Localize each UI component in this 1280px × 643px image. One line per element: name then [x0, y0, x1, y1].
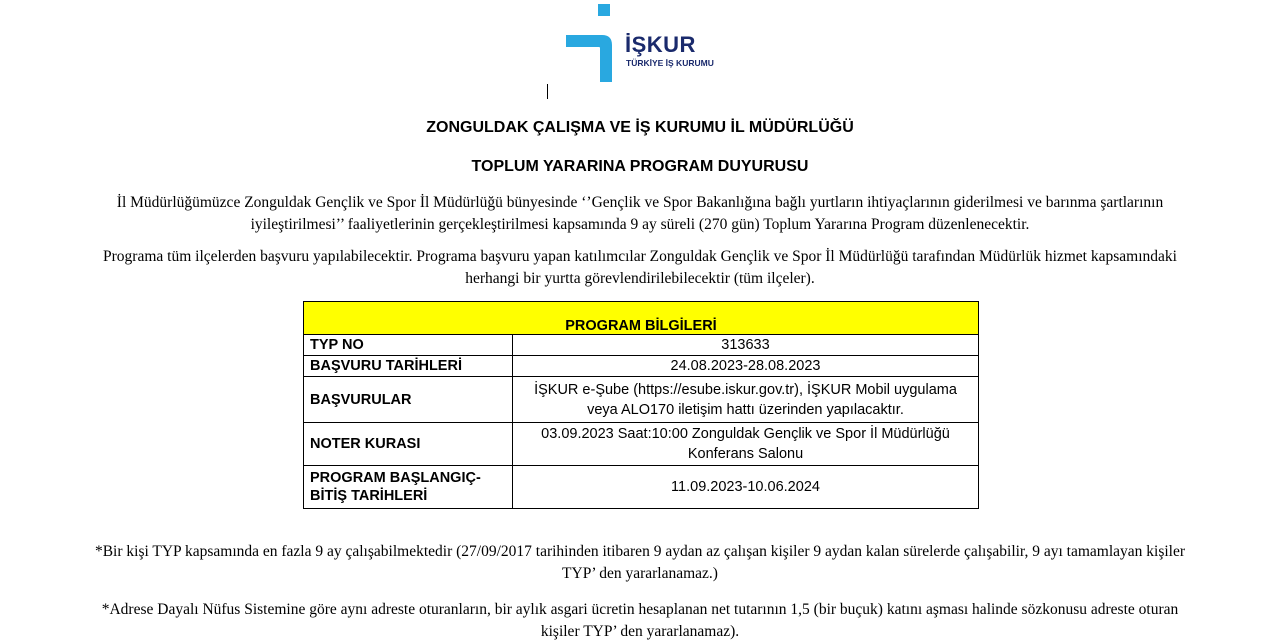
row-label: BAŞVURULAR — [304, 377, 513, 423]
logo-name: İŞKUR — [625, 32, 696, 57]
table-header-row — [304, 302, 979, 335]
logo-subtitle: TÜRKİYE İŞ KURUMU — [626, 58, 714, 68]
table-row — [304, 466, 979, 509]
row-label: TYP NO — [304, 335, 513, 356]
note-max-duration: *Bir kişi TYP kapsamında en fazla 9 ay çalışabilmektedir (27/09/2017 tarihinden itibaren 9 aydan az çalışan kişiler 9 aydan kalan sürelerde çalışabilir, 9 ayı tamamlayan kişiler TYP’ den yararlanamaz.) — [94, 543, 1186, 582]
row-value: 11.09.2023-10.06.2024 — [513, 466, 979, 509]
table-row — [304, 423, 979, 466]
application-paragraph: Programa tüm ilçelerden başvuru yapılabilecektir. Programa başvuru yapan katılımcılar Zonguldak Gençlik ve Spor İl Müdürlüğü tarafından Müdürlük hizmet kapsamındaki herhangi bir yurtta görevlendirilebilecektir (tüm ilçeler). — [103, 248, 1177, 287]
row-value: 03.09.2023 Saat:10:00 Zonguldak Gençlik ve Spor İl Müdürlüğü Konferans Salonu — [513, 423, 979, 466]
table-row — [304, 356, 979, 377]
table-row — [304, 335, 979, 356]
row-value: 24.08.2023-28.08.2023 — [513, 356, 979, 377]
iskur-logo-mark-icon — [566, 4, 618, 82]
intro-paragraph: İl Müdürlüğümüzce Zonguldak Gençlik ve Spor İl Müdürlüğü bünyesinde ‘’Gençlik ve Spor Bakanlığına bağlı yurtların ihtiyaçlarının giderilmesi ve barınma şartlarının iyileştirilmesi’’ faaliyetlerinin gerçekleştirilmesi kapsamında 9 ay süreli (270 gün) Toplum Yararına Program düzenlenecektir. — [116, 194, 1164, 233]
row-label: NOTER KURASI — [304, 423, 513, 466]
office-title: ZONGULDAK ÇALIŞMA VE İŞ KURUMU İL MÜDÜRLÜĞÜ — [426, 119, 854, 136]
note-address-rule: *Adrese Dayalı Nüfus Sistemine göre aynı adreste oturanların, bir aylık asgari ücretin hesaplanan net tutarının 1,5 (bir buçuk) katını aşması halinde sözkonusu adreste oturan kişiler TYP’ den yararlanamaz). — [101, 601, 1179, 640]
iskur-logo — [566, 4, 726, 84]
row-value: 313633 — [513, 335, 979, 356]
program-info-table — [303, 301, 979, 509]
announcement-title: TOPLUM YARARINA PROGRAM DUYURUSU — [471, 158, 809, 175]
row-value: İŞKUR e-Şube (https://esube.iskur.gov.tr), İŞKUR Mobil uygulama veya ALO170 iletişim hattı üzerinden yapılacaktır. — [513, 377, 979, 423]
table-row — [304, 377, 979, 423]
table-header: PROGRAM BİLGİLERİ — [304, 302, 979, 335]
text-cursor — [547, 84, 548, 99]
row-label: BAŞVURU TARİHLERİ — [304, 356, 513, 377]
row-label: PROGRAM BAŞLANGIÇ-BİTİŞ TARİHLERİ — [304, 466, 513, 509]
